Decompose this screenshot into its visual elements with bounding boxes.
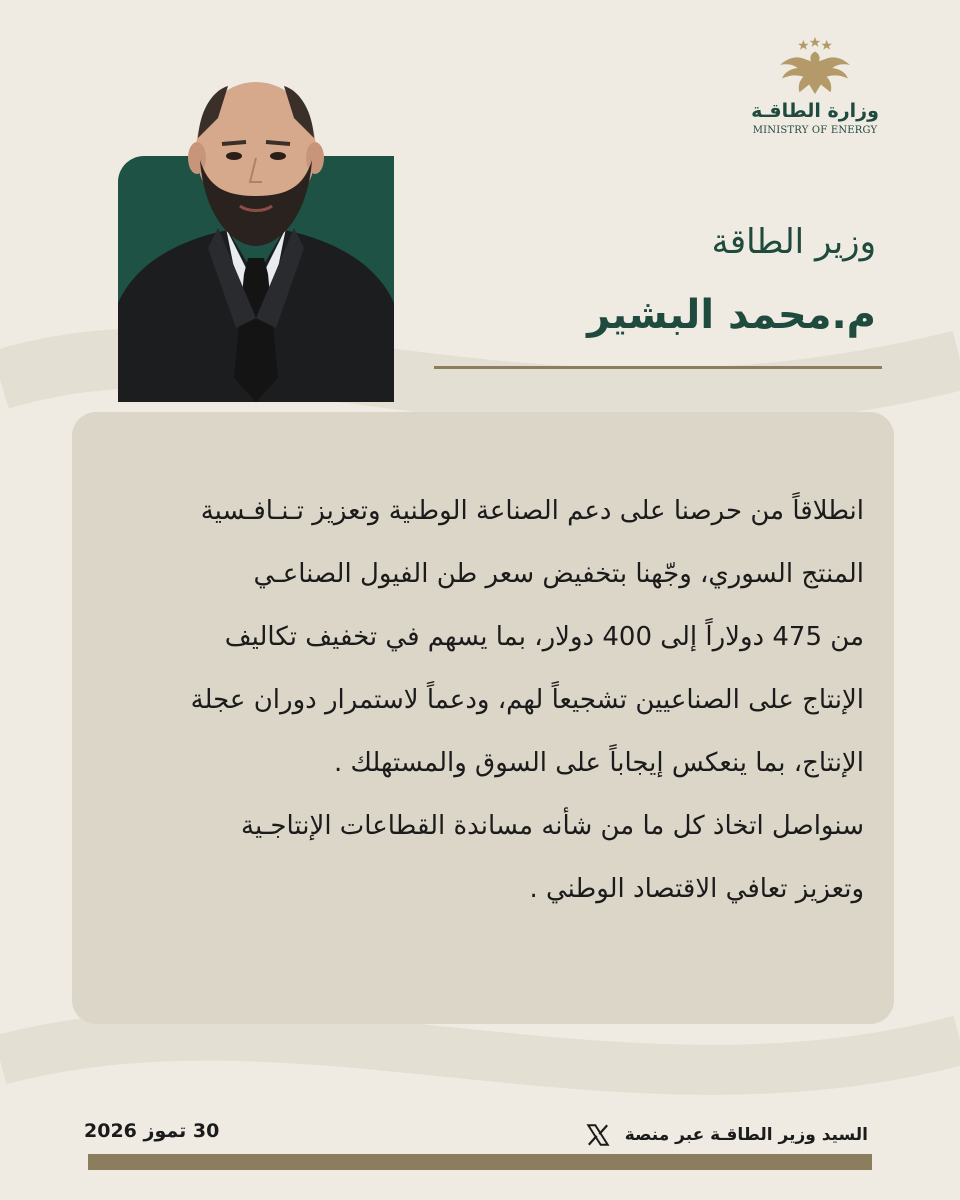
ministry-logo [750,36,880,136]
statement-line: سنواصل اتخاذ كل ما من شأنه مساندة القطاعات الإنتاجـية [241,811,864,841]
statement-line: انطلاقاً من حرصنا على دعم الصناعة الوطنية وتعزيز تـنـافـسية [200,496,864,526]
title-divider [434,366,882,369]
position-title: وزير الطاقة [711,222,876,262]
statement-line: الإنتاج على الصناعيين تشجيعاً لهم، ودعماً لاستمرار دوران عجلة [190,685,864,715]
minister-photo [118,78,394,402]
eagle-emblem-icon [776,36,854,98]
footer-bar [88,1154,872,1170]
statement-text [74,480,864,921]
x-logo-icon[interactable] [585,1122,611,1148]
post-date: 30 تموز 2026 [84,1120,220,1142]
statement-line: الإنتاج، بما ينعكس إيجاباً على السوق والمستهلك . [333,748,864,778]
source-attribution [585,1122,868,1148]
minister-name: م.محمد البشير [587,292,876,338]
statement-line: المنتج السوري، وجّهنا بتخفيض سعر طن الفيول الصناعـي [253,559,864,589]
minister-portrait-image [118,78,394,402]
statement-line: وتعزيز تعافي الاقتصاد الوطني . [529,874,864,904]
logo-arabic-text: وزارة الطاقـة [751,100,879,122]
statement-line: من 475 دولاراً إلى 400 دولار، بما يسهم في تخفيف تكاليف [224,622,864,652]
source-text: السيد وزير الطاقـة عبر منصة [624,1125,868,1145]
logo-english-text: MINISTRY OF ENERGY [752,124,878,136]
